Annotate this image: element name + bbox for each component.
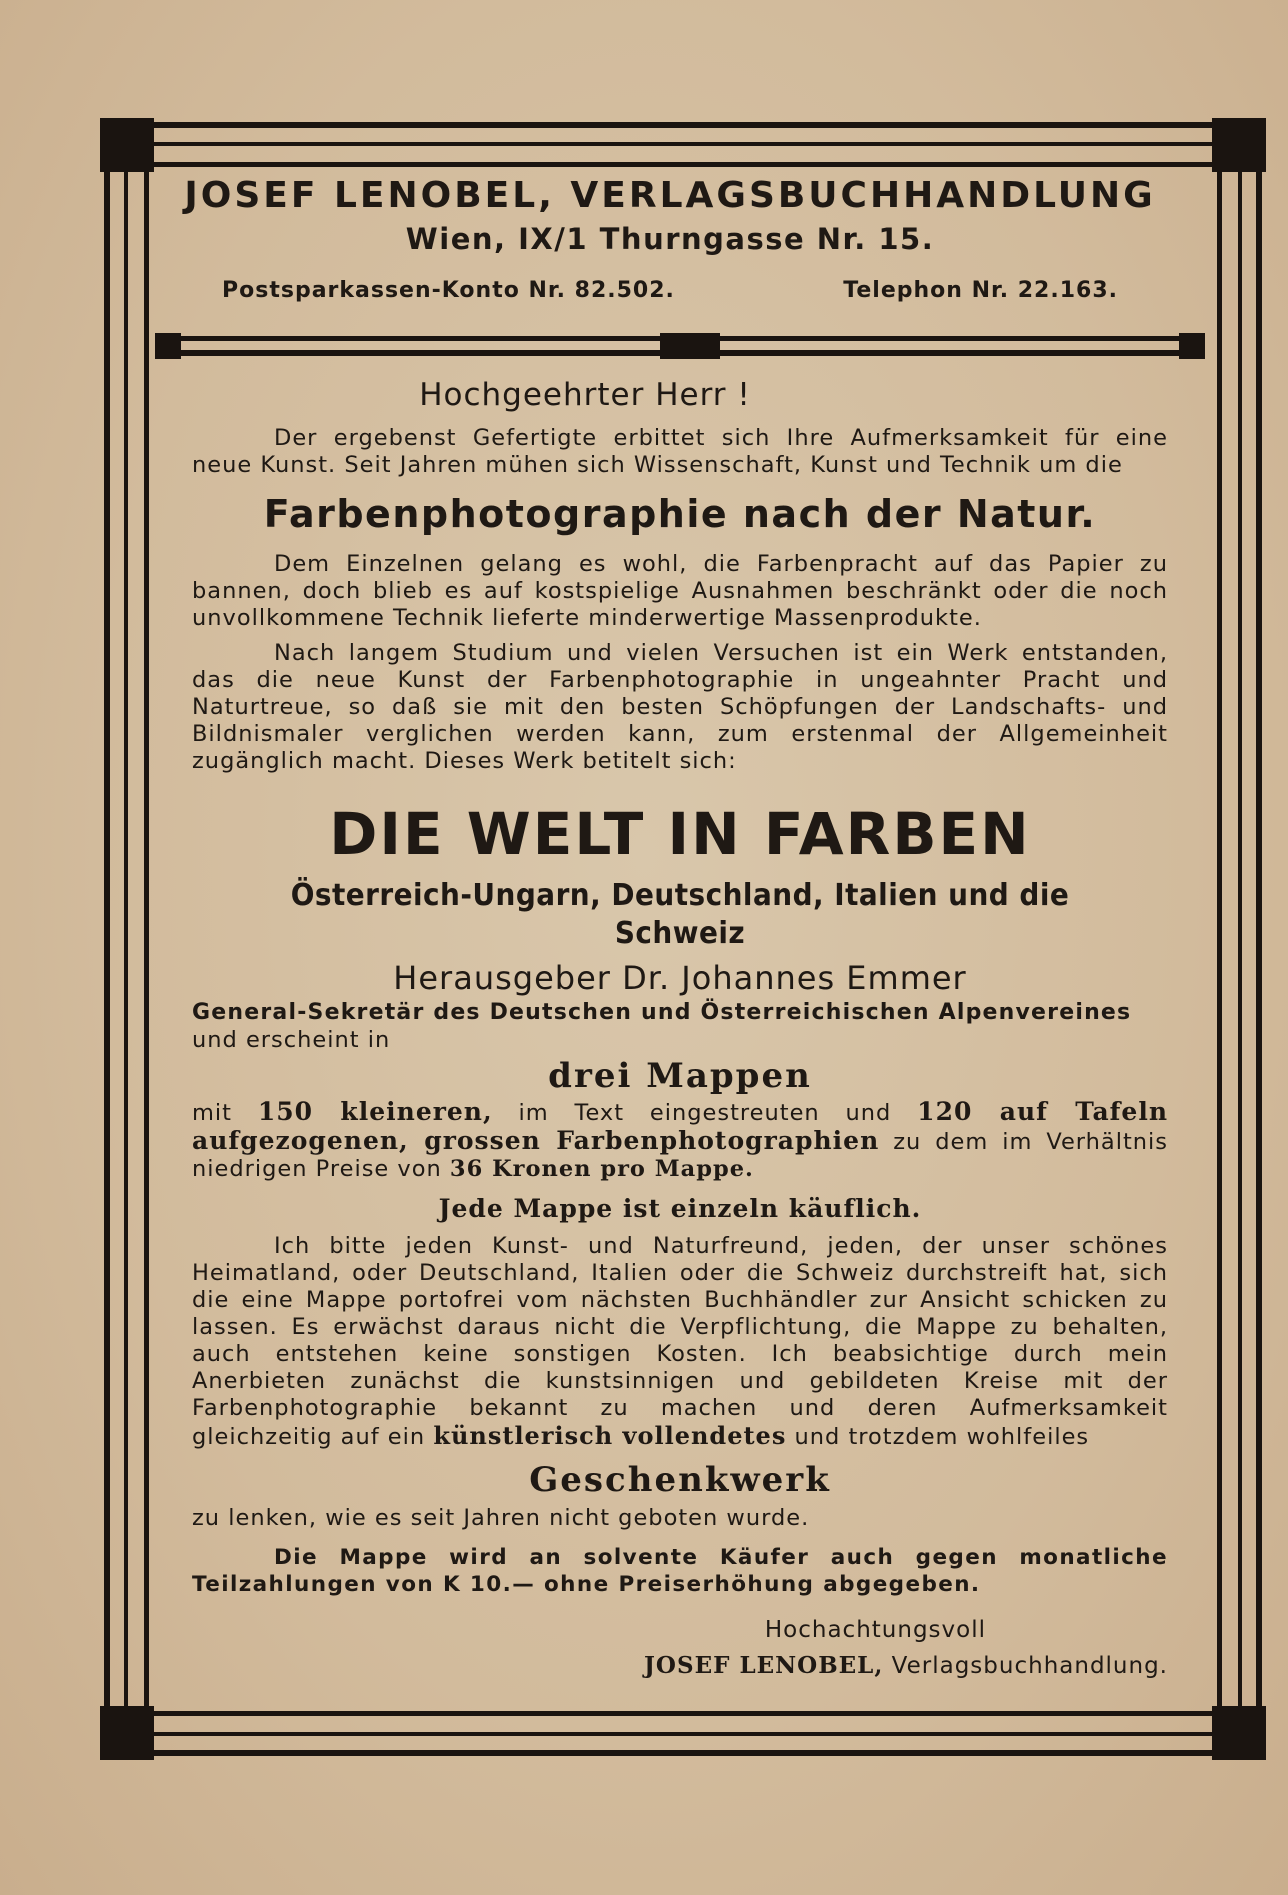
border-line [1256,172,1262,1706]
border-corner-bottom-left [100,1706,154,1760]
editor-title: General-Sekretär des Deutschen und Österreichischen Alpenvereines [192,1000,1132,1025]
paragraph-request [192,1233,1168,1451]
request-text: Ich bitte jeden Kunst- und Naturfreund, jeden, der unser schönes Heimatland, oder Deutschland, Italien oder die Schweiz durchstreift hat, sich die eine Mappe portofrei vom nächsten Buchhändler zur Ansicht schicken zu lassen. Es erwächst daraus nicht die Verpflichtung, die Mappe zu behalten, auch entstehen keine sonstigen Kosten. Ich beabsichtige durch mein Anerbieten zunächst die kunstsinnigen und gebildeten Kreise mit der Farbenphotographie bekannt zu machen und deren Aufmerksamkeit gleichzeitig auf ein [192,1233,1168,1450]
border-line [154,1711,1212,1716]
letterhead [160,175,1180,303]
closing-firm: Verlagsbuchhandlung. [891,1653,1168,1679]
paragraph-intro: Der ergebenst Gefertigte erbittet sich Ihre Aufmerksamkeit für eine neue Kunst. Seit Jahren mühen sich Wissenschaft, Kunst und Technik um die [192,425,1168,478]
salutation: Hochgeehrter Herr ! [419,377,751,413]
closing-signature [192,1648,1168,1684]
border-line [154,122,1212,128]
border-corner-top-right [1212,118,1266,172]
heading-geschenkwerk: Geschenkwerk [529,1460,831,1500]
letter-body [192,377,1169,1684]
border-line [1217,172,1222,1706]
paragraph-installments: Die Mappe wird an solvente Käufer auch gegen monatliche Teilzahlungen von K 10.— ohne Preiserhöhung abgegeben. [192,1545,1168,1597]
work-editor: Herausgeber Dr. Johannes Emmer [393,959,967,997]
border-corner-top-left [100,118,154,172]
border-line [154,1732,1212,1736]
firm-name: JOSEF LENOBEL, VERLAGSBUCHHANDLUNG [184,175,1156,216]
request-end: und trotzdem wohlfeiles [794,1424,1090,1450]
paragraph-work: Nach langem Studium und vielen Versuchen ist ein Werk entstanden, das die neue Kunst der Farbenphotographie in ungeahnter Pracht und Naturtreue, so daß sie mit den besten Schöpfungen der Landschafts- und Bildnismaler verglichen werden kann, zum erstenmal der Allgemeinheit zugänglich macht. Dieses Werk betitelt sich: [192,640,1168,774]
heading-drei-mappen: drei Mappen [548,1056,812,1096]
header-divider [155,333,1205,359]
border-line [1238,172,1242,1706]
divider-block-left [155,333,181,359]
work-subtitle: Österreich-Ungarn, Deutschland, Italien und die Schweiz [290,878,1070,951]
border-line [154,142,1212,146]
appears-in-text: und erscheint in [192,1027,391,1053]
closing-name: JOSEF LENOBEL, [644,1652,884,1679]
border-line [154,162,1212,167]
paragraph-history: Dem Einzelnen gelang es wohl, die Farbenpracht auf das Papier zu bannen, doch blieb es auf kostspielige Ausnahmen beschränkt oder die noch unvollkommene Technik lieferte minderwertige Massenprodukte. [192,551,1168,631]
contact-row [160,278,1180,303]
paragraph-contents [192,1098,1168,1183]
request-emphasis: künstlerisch vollendetes [433,1421,787,1450]
work-title: DIE WELT IN FARBEN [329,800,1031,868]
divider-block-center [660,333,720,359]
notice-einzeln: Jede Mappe ist einzeln käuflich. [438,1194,922,1223]
contents-150: 150 kleineren, [257,1097,493,1126]
contents-mit: mit [192,1100,232,1126]
divider-block-right [1179,333,1205,359]
border-line [154,1750,1212,1756]
closing-regards: Hochachtungsvoll [764,1617,986,1643]
contents-price: 36 Kronen pro Mappe. [449,1156,754,1182]
telephone-number: Telephon Nr. 22.163. [843,278,1118,303]
postal-account: Postsparkassen-Konto Nr. 82.502. [222,278,675,303]
firm-address: Wien, IX/1 Thurngasse Nr. 15. [405,222,935,256]
border-corner-bottom-right [1212,1706,1266,1760]
contents-120: 120 auf Tafeln aufgezogenen, grossen Farbenphotographien [192,1097,1169,1155]
paragraph-lenken: zu lenken, wie es seit Jahren nicht geboten wurde. [192,1505,810,1531]
contents-price-text: zu dem im Verhältnis niedrigen Preise von [192,1129,1169,1182]
contents-text: im Text eingestreuten und [518,1100,892,1126]
closing [192,1612,1168,1684]
heading-farbenphotographie: Farbenphotographie nach der Natur. [263,492,1097,536]
